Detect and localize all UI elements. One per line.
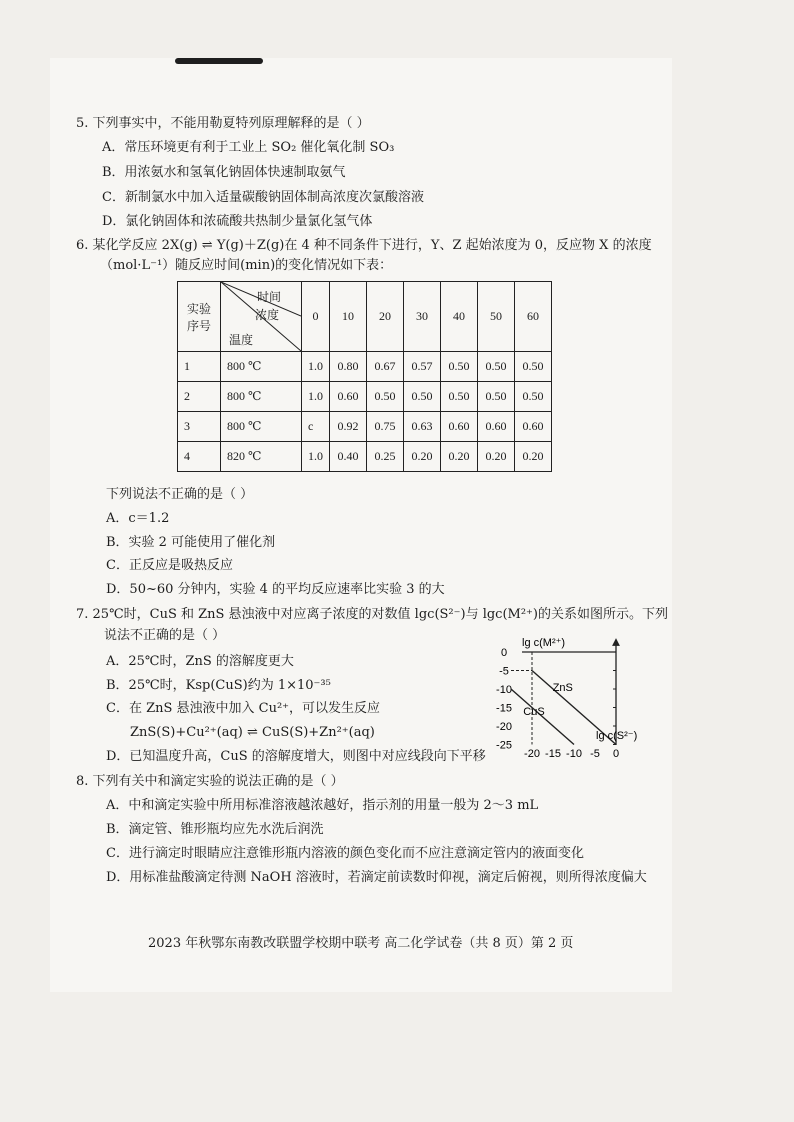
row-value: 0.20 — [441, 442, 478, 472]
y-tick-label: -10 — [496, 684, 512, 696]
row-value: 0.60 — [330, 382, 367, 412]
row-head-line1: 实验 — [186, 301, 211, 316]
row-value: 0.50 — [441, 382, 478, 412]
row-value: 0.60 — [515, 412, 552, 442]
row-value: 0.57 — [404, 352, 441, 382]
q7-reaction-equation: ZnS(S)+Cu²⁺(aq) ⇌ CuS(S)+Zn²⁺(aq) — [130, 725, 375, 740]
q6-option-b: B．实验 2 可能使用了催化剂 — [106, 535, 276, 550]
table-row — [178, 442, 552, 472]
row-temp: 820 ℃ — [221, 442, 302, 472]
row-value: 0.40 — [330, 442, 367, 472]
y-tick-label: -15 — [496, 702, 512, 715]
q5-stem: 5. 下列事实中，不能用勒夏特列原理解释的是（ ） — [76, 116, 370, 131]
x-tick-labels — [524, 748, 619, 760]
table-row — [178, 412, 552, 442]
q8-option-a: A．中和滴定实验中所用标准溶液越浓越好，指示剂的用量一般为 2～3 mL — [106, 798, 539, 813]
row-value: 0.50 — [478, 352, 515, 382]
q7-option-b: B．25℃时，Ksp(CuS)约为 1×10⁻³⁵ — [106, 678, 331, 693]
q5-option-a: A．常压环境更有利于工业上 SO₂ 催化氧化制 SO₃ — [102, 140, 395, 155]
q6-stem-line2: （mol·L⁻¹）随反应时间(min)的变化情况如下表： — [100, 258, 393, 273]
scan-mark — [175, 58, 263, 64]
corner-label-temperature: 温度 — [229, 333, 254, 347]
table-header-row — [178, 282, 552, 352]
row-value: 0.25 — [367, 442, 404, 472]
row-value: 0.50 — [515, 382, 552, 412]
row-value: 0.67 — [367, 352, 404, 382]
row-temp: 800 ℃ — [221, 412, 302, 442]
q8-option-d: D．用标准盐酸滴定待测 NaOH 溶液时，若滴定前读数时仰视，滴定后俯视，则所得浓度偏大 — [106, 870, 647, 885]
q6-data-table — [177, 281, 552, 472]
row-value: 0.20 — [478, 442, 515, 472]
row-value: 0.50 — [404, 382, 441, 412]
row-temp: 800 ℃ — [221, 352, 302, 382]
row-id: 4 — [178, 442, 221, 472]
y-tick-label: 0 — [500, 647, 508, 659]
q7-option-c: C．在 ZnS 悬浊液中加入 Cu²⁺，可以发生反应 — [106, 701, 381, 716]
q7-option-a: A．25℃时，ZnS 的溶解度更大 — [106, 654, 294, 669]
q6-stem-line1: 6. 某化学反应 2X(g) ⇌ Y(g)＋Z(g)在 4 种不同条件下进行，Y、Z 起始浓度为 0，反应物 X 的浓度 — [76, 238, 652, 253]
q8-option-c: C．进行滴定时眼睛应注意锥形瓶内溶液的颜色变化而不应注意滴定管内的液面变化 — [106, 846, 584, 861]
row-value: 1.0 — [302, 442, 330, 472]
series-label-zns: ZnS — [552, 681, 573, 694]
row-value: 0.20 — [404, 442, 441, 472]
time-header: 50 — [478, 282, 515, 352]
q7-stem-line2: 说法不正确的是（ ） — [104, 628, 226, 643]
table-row — [178, 352, 552, 382]
y-tick-label: -20 — [496, 721, 512, 733]
row-value: c — [302, 412, 330, 442]
y-tick-label: -25 — [496, 739, 512, 752]
x-tick-label: -5 — [590, 748, 600, 760]
y-tick-label: -5 — [499, 665, 509, 678]
q5-option-d: D．氯化钠固体和浓硫酸共热制少量氯化氢气体 — [102, 214, 373, 229]
x-tick-label: -20 — [524, 748, 540, 760]
time-header: 30 — [404, 282, 441, 352]
q7-chart — [488, 634, 660, 760]
q7-option-d: D．已知温度升高，CuS 的溶解度增大，则图中对应线段向下平移 — [106, 749, 486, 764]
row-value: 1.0 — [302, 352, 330, 382]
row-head-cell — [178, 282, 221, 352]
corner-label-concentration: 浓度 — [255, 308, 280, 322]
row-value: 0.60 — [441, 412, 478, 442]
time-header: 0 — [302, 282, 330, 352]
q6-option-a: A．c＝1.2 — [106, 511, 170, 526]
series-label-cus: CuS — [523, 705, 545, 718]
corner-label-time: 时间 — [257, 290, 282, 304]
time-header: 40 — [441, 282, 478, 352]
row-temp: 800 ℃ — [221, 382, 302, 412]
table-row — [178, 382, 552, 412]
y-axis-label: lg c(M²⁺) — [522, 637, 566, 649]
row-value: 0.20 — [515, 442, 552, 472]
time-header: 10 — [330, 282, 367, 352]
page-footer: 2023 年秋鄂东南教改联盟学校期中联考 高二化学试卷（共 8 页）第 2 页 — [148, 936, 574, 951]
row-value: 0.50 — [367, 382, 404, 412]
x-tick-label: -15 — [545, 748, 561, 760]
time-header: 60 — [515, 282, 552, 352]
q6-question: 下列说法不正确的是（ ） — [106, 487, 254, 502]
row-value: 0.63 — [404, 412, 441, 442]
row-value: 0.92 — [330, 412, 367, 442]
row-id: 2 — [178, 382, 221, 412]
time-header: 20 — [367, 282, 404, 352]
row-value: 0.75 — [367, 412, 404, 442]
diagonal-header-cell — [221, 282, 302, 352]
x-tick-label: -10 — [566, 748, 582, 760]
q6-option-c: C．正反应是吸热反应 — [106, 558, 233, 573]
row-value: 0.50 — [515, 352, 552, 382]
row-value: 1.0 — [302, 382, 330, 412]
row-value: 0.60 — [478, 412, 515, 442]
row-head-line2: 序号 — [186, 318, 211, 333]
q5-option-c: C．新制氯水中加入适量碳酸钠固体制高浓度次氯酸溶液 — [102, 190, 424, 205]
row-value: 0.50 — [441, 352, 478, 382]
x-axis-label: lg c(S²⁻) — [596, 730, 638, 742]
q7-stem-line1: 7. 25℃时，CuS 和 ZnS 悬浊液中对应离子浓度的对数值 lgc(S²⁻)与 lgc(M²⁺)的关系如图所示。下列 — [76, 607, 668, 622]
row-value: 0.50 — [478, 382, 515, 412]
x-tick-label: 0 — [612, 748, 620, 760]
row-id: 3 — [178, 412, 221, 442]
row-value: 0.80 — [330, 352, 367, 382]
row-id: 1 — [178, 352, 221, 382]
q5-option-b: B．用浓氨水和氢氧化钠固体快速制取氨气 — [102, 165, 346, 180]
q8-option-b: B．滴定管、锥形瓶均应先水洗后润洗 — [106, 822, 324, 837]
q6-option-d: D．50~60 分钟内，实验 4 的平均反应速率比实验 3 的大 — [106, 582, 445, 597]
q8-stem: 8. 下列有关中和滴定实验的说法正确的是（ ） — [76, 774, 344, 789]
